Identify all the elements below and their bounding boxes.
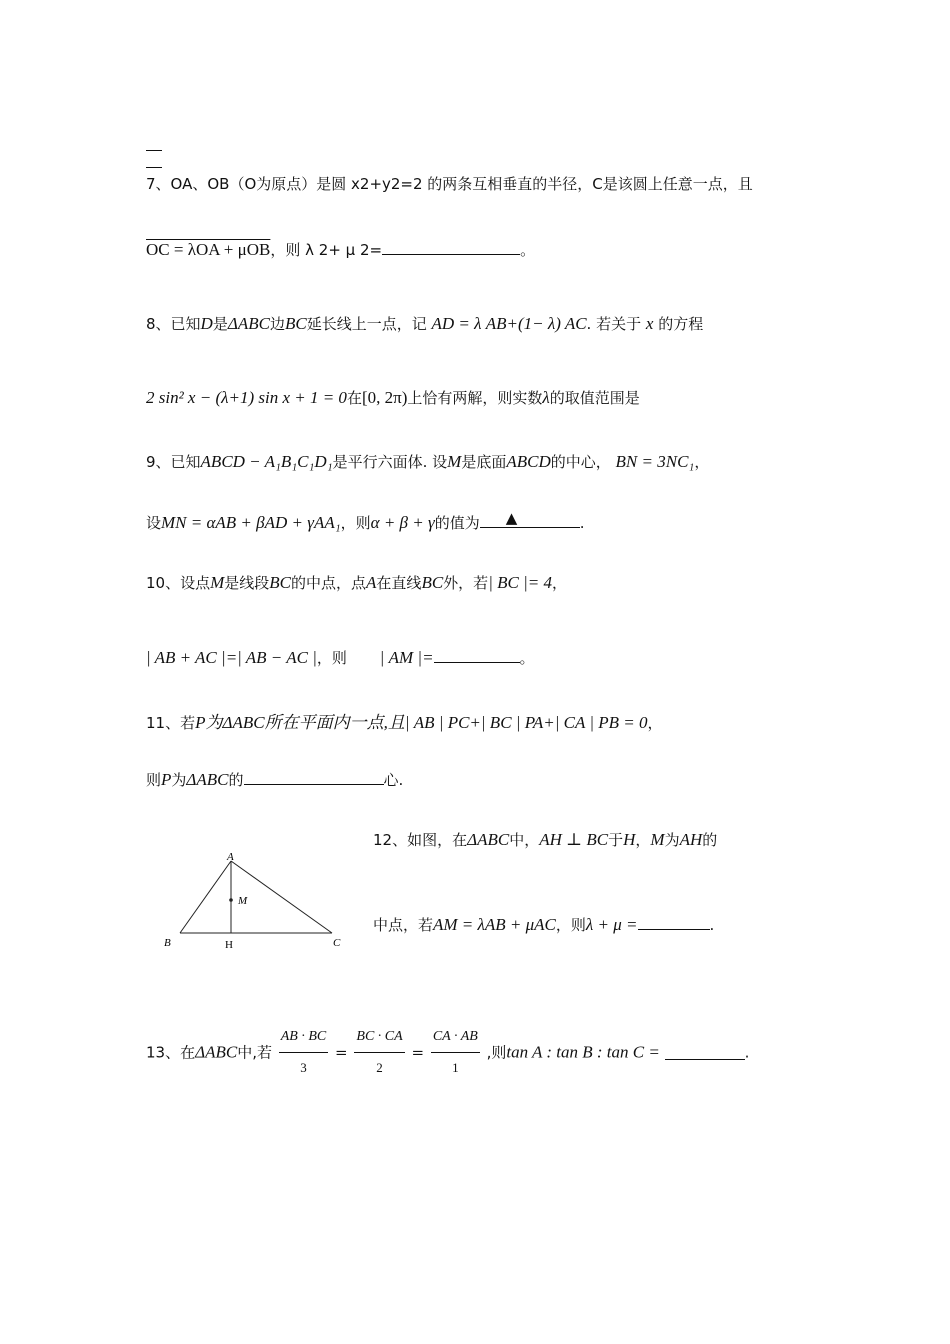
q11-p: P: [161, 770, 172, 789]
q10-bc2: BC: [421, 573, 444, 592]
q13-f2-den: 2: [376, 1060, 383, 1075]
q9-prefix: 9、已知: [146, 453, 201, 471]
q11-line2: [146, 770, 403, 790]
q10-line2: [146, 648, 535, 668]
q12-eq: AM = λAB + μAC: [433, 915, 556, 934]
q10-mid2: 的中点，点: [291, 574, 367, 592]
q8-equation: 2 sin² x − (λ+1) sin x + 1 = 0: [146, 388, 347, 407]
q13-eq-2: =: [411, 1043, 425, 1062]
q13-end: .: [744, 1043, 750, 1062]
q7-ask: ，则 λ 2+ μ 2=: [270, 241, 383, 259]
q13-f3-num: CA · AB: [431, 1022, 480, 1053]
label-a: A: [227, 851, 234, 863]
q8-abc: ΔABC: [227, 314, 270, 333]
q9-eq1: BN = 3NC₁: [615, 452, 695, 471]
q7-answer-blank[interactable]: [382, 240, 520, 255]
q12-line2: [373, 915, 714, 935]
q12-mid4: 的: [702, 831, 718, 849]
q13-f1-den: 3: [300, 1060, 307, 1075]
q11-comma: ，: [647, 714, 663, 732]
q10-mid4: 外，若: [443, 574, 489, 592]
q12-mid1: 中，: [509, 831, 540, 849]
q12-mid2: 于: [608, 831, 624, 849]
q13-ratio: tan A : tan B : tan C =: [506, 1042, 660, 1062]
q12-line1: [373, 830, 717, 850]
q9-mid2: 是底面: [461, 453, 507, 471]
q11-text: P为ΔABC所在平面内一点,且: [195, 713, 405, 732]
q12-ah: AH: [679, 830, 703, 849]
label-b: B: [164, 937, 171, 949]
q12-perp: AH ⊥ BC: [539, 830, 609, 849]
q10-prefix: 10、设点: [146, 574, 211, 592]
q8-mid3: 延长线上一点，记: [306, 315, 427, 333]
q8-mid4: . 若关于: [586, 315, 642, 333]
label-m: M: [238, 895, 248, 907]
label-h: H: [225, 939, 233, 951]
q9-solid: ABCD − A₁B₁C₁D₁: [200, 452, 333, 471]
q13-prefix: 13、在: [146, 1043, 196, 1062]
q11-eq: | AB | PC+| BC | PA+| CA | PB = 0: [404, 713, 648, 732]
q11-abc: ΔABC: [186, 770, 229, 789]
q10-comma: ，: [551, 574, 567, 592]
q10-m: M: [210, 573, 225, 592]
q7-end: 。: [520, 241, 536, 259]
q9-mid1: 是平行六面体. 设: [332, 453, 448, 471]
q11-prefix: 11、若: [146, 714, 196, 732]
q8-mid2: 边: [269, 315, 285, 333]
q12-line2-prefix: 中点，若: [373, 916, 434, 934]
side-ab: [180, 861, 231, 933]
q13-fraction-1: [279, 1022, 329, 1083]
q11-answer-blank[interactable]: [244, 770, 384, 785]
q8-formula: AD = λ AB+(1− λ) AC: [431, 314, 587, 333]
q10-eq1: | BC |= 4: [488, 573, 552, 592]
q8-bc: BC: [284, 314, 307, 333]
q12-abc: ΔABC: [467, 830, 510, 849]
q13-f3-den: 1: [452, 1060, 459, 1075]
q9-line2-prefix: 设: [146, 514, 162, 532]
label-c: C: [333, 937, 341, 949]
q10-eq2: | AB + AC |=| AB − AC |: [146, 648, 317, 667]
triangle-icon: ▲: [505, 509, 518, 527]
q12-sum: λ + μ =: [585, 915, 638, 934]
q12-end: .: [709, 916, 715, 934]
q8-line2: [146, 388, 640, 408]
q7-text: 7、OA、OB（O为原点）是圆 x2+y2=2 的两条互相垂直的半径，C是该圆上任意一点，且: [146, 175, 753, 193]
q8-lambda: λ: [542, 388, 550, 407]
q8-mid7: 上恰有两解，则实数: [407, 389, 543, 407]
top-dash-2: [146, 167, 162, 168]
q9-line2: [146, 509, 585, 533]
q8-line1: [146, 314, 703, 334]
q9-end: .: [579, 514, 585, 532]
q13-fraction-2: [354, 1022, 404, 1083]
q10-answer-blank[interactable]: [434, 648, 520, 663]
q10-a: A: [366, 573, 377, 592]
q13-line: [146, 1022, 749, 1083]
q13-mid1: 中,若: [237, 1043, 272, 1062]
q10-bc: BC: [269, 573, 292, 592]
q9-sum: α + β + γ: [370, 513, 435, 532]
q13-answer-blank[interactable]: [665, 1045, 745, 1060]
top-dash-1: [146, 150, 162, 151]
q11-end: 心.: [383, 771, 404, 789]
q13-f2-num: BC · CA: [354, 1022, 404, 1053]
q12-mid3: 为: [664, 831, 680, 849]
q10-mid3: 在直线: [376, 574, 422, 592]
q12-answer-blank[interactable]: [638, 915, 710, 930]
q12-comma: ，: [635, 831, 651, 849]
q9-abcd: ABCD: [506, 452, 551, 471]
q11-mid: 为: [171, 771, 187, 789]
point-m: [229, 898, 233, 902]
q8-end: 的取值范围是: [549, 389, 640, 407]
q11-line1: [146, 713, 663, 733]
triangle-figure: [150, 845, 360, 955]
q10-eq3: | AM |=: [379, 648, 434, 667]
q13-mid2: ,则: [486, 1043, 507, 1062]
q10-line1: [146, 573, 567, 593]
q8-prefix: 8、已知: [146, 315, 201, 333]
q11-mid2: 的: [228, 771, 244, 789]
q8-mid6: 在: [346, 389, 362, 407]
q9-m: M: [447, 452, 462, 471]
q8-mid1: 是: [212, 315, 228, 333]
q12-m: M: [650, 830, 665, 849]
q7-line1: [146, 174, 753, 194]
q12-mid5: ，则: [555, 916, 586, 934]
q9-comma: ，: [694, 453, 710, 471]
q10-mid1: 是线段: [224, 574, 270, 592]
q13-f1-num: AB · BC: [279, 1022, 329, 1053]
q10-end: 。: [519, 649, 535, 667]
q7-formula: OC = λOA + μOB: [146, 240, 271, 259]
q13-eq-1: =: [335, 1043, 348, 1062]
q9-mid3: 的中心，: [550, 453, 611, 471]
q9-line1: [146, 452, 709, 472]
q7-line2: [146, 240, 535, 260]
q8-mid5: 的方程: [658, 315, 704, 333]
q9-mid4: ，则: [340, 514, 371, 532]
q8-x: x: [645, 314, 654, 333]
q13-abc: ΔABC: [195, 1042, 238, 1062]
q10-mid5: ，则: [316, 649, 347, 667]
q11-line2-prefix: 则: [146, 771, 162, 789]
q13-fraction-3: [431, 1022, 480, 1083]
q8-d: D: [200, 314, 213, 333]
q9-eq2: MN = αAB + βAD + γAA₁: [161, 513, 341, 532]
q12-h: H: [623, 830, 636, 849]
q12-prefix: 12、如图，在: [373, 831, 468, 849]
q8-interval: [0, 2π): [361, 388, 408, 407]
q9-mid5: 的值为: [434, 514, 480, 532]
q9-answer-blank[interactable]: [480, 509, 580, 528]
